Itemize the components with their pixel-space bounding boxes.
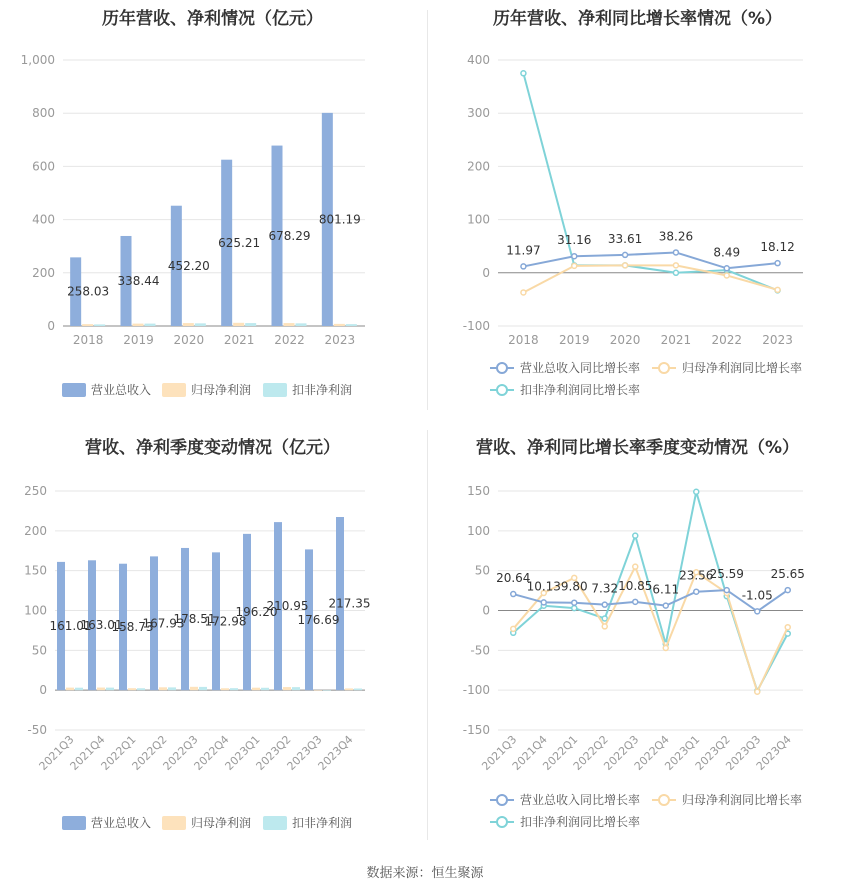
data-point xyxy=(633,564,638,569)
legend-label[interactable]: 营业总收入 xyxy=(91,383,152,397)
x-tick-label: 2021Q4 xyxy=(67,732,108,773)
legend-label[interactable]: 营业总收入同比增长率 xyxy=(520,361,641,375)
legend-swatch-marker[interactable] xyxy=(497,363,507,373)
y-tick-label: 150 xyxy=(24,563,47,578)
quarterly-growth-panel xyxy=(425,425,850,855)
y-tick-label: 50 xyxy=(31,643,47,658)
y-tick-label: 800 xyxy=(32,106,55,121)
bar-net-profit xyxy=(252,688,260,690)
x-tick-label: 2023Q3 xyxy=(284,732,325,773)
data-point xyxy=(521,264,526,269)
x-tick-label: 2020 xyxy=(609,333,641,347)
bar-deducted-profit xyxy=(137,688,145,690)
data-label: 625.21 xyxy=(218,235,261,250)
bar-net-profit xyxy=(334,324,345,326)
chart-title: 历年营收、净利情况（亿元） xyxy=(102,9,323,29)
annual-growth-chart xyxy=(425,0,850,420)
x-tick-label: 2018 xyxy=(72,333,104,347)
data-point xyxy=(724,588,729,593)
y-tick-label: -100 xyxy=(462,683,490,698)
data-label: 161.01 xyxy=(49,619,92,634)
data-label: 178.51 xyxy=(173,612,216,627)
legend-label[interactable]: 归母净利润 xyxy=(191,816,252,830)
y-tick-label: 200 xyxy=(32,265,55,280)
bar-deducted-profit xyxy=(261,688,269,690)
data-point xyxy=(572,263,577,268)
legend-label[interactable]: 扣非净利润 xyxy=(292,383,353,397)
legend-label[interactable]: 营业总收入 xyxy=(91,816,152,830)
bar-net-profit xyxy=(159,687,167,690)
x-tick-label: 2023Q3 xyxy=(723,732,764,773)
legend-swatch-marker[interactable] xyxy=(497,795,507,805)
data-label: 338.44 xyxy=(117,273,160,288)
data-point xyxy=(633,599,638,604)
x-tick-label: 2022Q3 xyxy=(601,732,642,773)
data-point xyxy=(673,263,678,268)
data-label: -1.05 xyxy=(741,588,773,603)
y-tick-label: 50 xyxy=(474,563,490,578)
data-point xyxy=(724,273,729,278)
legend-label[interactable]: 扣非净利润同比增长率 xyxy=(520,383,641,397)
data-label: 7.32 xyxy=(591,581,619,596)
legend-label[interactable]: 扣非净利润同比增长率 xyxy=(520,815,641,829)
legend-swatch-marker[interactable] xyxy=(659,795,669,805)
bar-deducted-profit xyxy=(354,688,362,690)
bar-net-profit xyxy=(314,690,322,691)
y-tick-label: 0 xyxy=(39,683,47,698)
x-tick-label: 2021Q3 xyxy=(36,732,77,773)
bar-deducted-profit xyxy=(346,324,357,326)
data-point xyxy=(663,603,668,608)
x-tick-label: 2021 xyxy=(660,333,692,347)
x-tick-label: 2023Q4 xyxy=(753,732,794,773)
data-point xyxy=(521,71,526,76)
data-point xyxy=(511,592,516,597)
y-tick-label: 0 xyxy=(482,265,490,280)
quarterly-amount-panel xyxy=(0,425,425,855)
bar-net-profit xyxy=(283,687,291,690)
legend-swatch[interactable] xyxy=(62,383,86,397)
y-tick-label: 0 xyxy=(482,603,490,618)
bar-net-profit xyxy=(128,688,136,690)
data-label: 258.03 xyxy=(67,284,110,299)
data-point xyxy=(694,589,699,594)
x-tick-label: 2022Q2 xyxy=(570,732,611,773)
bar-deducted-profit xyxy=(168,687,176,690)
data-point xyxy=(572,600,577,605)
x-tick-label: 2021 xyxy=(223,333,255,347)
y-tick-label: 200 xyxy=(467,159,490,174)
data-label: 163.01 xyxy=(80,618,123,633)
bar-deducted-profit xyxy=(245,323,256,326)
data-point xyxy=(572,606,577,611)
y-tick-label: -50 xyxy=(470,643,490,658)
data-label: 6.11 xyxy=(652,582,680,597)
data-point xyxy=(572,254,577,259)
bar-net-profit xyxy=(133,324,144,326)
y-tick-label: 100 xyxy=(24,603,47,618)
data-label: 9.80 xyxy=(560,579,588,594)
x-tick-label: 2019 xyxy=(123,333,154,347)
chart-title: 营收、净利同比增长率季度变动情况（%） xyxy=(475,438,800,458)
bar-deducted-profit xyxy=(195,323,206,326)
x-tick-label: 2023Q1 xyxy=(662,732,703,773)
quarterly-amount-chart xyxy=(0,425,425,855)
data-point xyxy=(663,645,668,650)
data-label: 210.95 xyxy=(266,599,309,614)
x-tick-label: 2022 xyxy=(274,333,305,347)
x-tick-label: 2022Q1 xyxy=(98,732,139,773)
bar-deducted-profit xyxy=(230,688,238,690)
data-point xyxy=(724,266,729,271)
legend-label[interactable]: 归母净利润同比增长率 xyxy=(682,793,803,807)
x-tick-label: 2022Q1 xyxy=(540,732,581,773)
x-tick-label: 2023Q2 xyxy=(253,732,294,773)
x-tick-label: 2023Q1 xyxy=(222,732,263,773)
data-point xyxy=(775,261,780,266)
data-label: 176.69 xyxy=(297,612,340,627)
data-label: 452.20 xyxy=(167,258,210,273)
data-point xyxy=(673,250,678,255)
data-label: 10.85 xyxy=(618,578,653,593)
data-label: 25.65 xyxy=(770,567,805,582)
bar-net-profit xyxy=(66,688,74,691)
bar-net-profit xyxy=(183,323,194,326)
data-point xyxy=(775,287,780,292)
bar-deducted-profit xyxy=(75,688,83,690)
data-label: 217.35 xyxy=(328,596,371,611)
bar-net-profit xyxy=(97,688,105,691)
data-label: 38.26 xyxy=(658,229,694,244)
data-label: 8.49 xyxy=(713,245,741,260)
quarterly-growth-chart xyxy=(425,425,850,855)
legend-swatch-marker[interactable] xyxy=(497,817,507,827)
bar-deducted-profit xyxy=(106,688,114,691)
data-point xyxy=(511,626,516,631)
x-tick-label: 2022Q4 xyxy=(631,732,672,773)
x-tick-label: 2023Q4 xyxy=(315,732,356,773)
data-label: 31.16 xyxy=(557,233,592,248)
y-tick-label: -100 xyxy=(462,319,490,333)
legend-swatch-marker[interactable] xyxy=(497,385,507,395)
y-tick-label: 100 xyxy=(467,212,490,227)
bar-deducted-profit xyxy=(145,324,156,326)
data-point xyxy=(602,602,607,607)
data-point xyxy=(602,624,607,629)
y-tick-label: 300 xyxy=(467,106,490,121)
y-tick-label: 200 xyxy=(24,523,47,538)
x-tick-label: 2021Q3 xyxy=(479,732,520,773)
data-point xyxy=(755,609,760,614)
data-source-note: 数据来源：恒生聚源 xyxy=(366,866,484,881)
x-tick-label: 2022 xyxy=(711,333,743,347)
x-tick-label: 2018 xyxy=(508,333,539,347)
y-tick-label: 400 xyxy=(467,53,490,67)
x-tick-label: 2019 xyxy=(558,333,590,347)
legend-swatch[interactable] xyxy=(263,383,287,397)
legend-swatch[interactable] xyxy=(162,816,186,830)
bar-deducted-profit xyxy=(94,324,105,326)
annual-amount-chart xyxy=(0,0,425,420)
bar-net-profit xyxy=(284,323,295,326)
legend-label[interactable]: 扣非净利润 xyxy=(292,816,353,830)
y-tick-label: 100 xyxy=(467,523,490,538)
y-tick-label: 1,000 xyxy=(20,53,55,67)
data-point xyxy=(673,270,678,275)
bar-net-profit xyxy=(82,324,93,326)
data-point xyxy=(785,588,790,593)
legend-label[interactable]: 归母净利润同比增长率 xyxy=(682,361,803,375)
data-label: 20.64 xyxy=(496,571,531,586)
x-tick-label: 2023Q2 xyxy=(692,732,733,773)
data-point xyxy=(633,533,638,538)
data-label: 678.29 xyxy=(268,228,311,243)
bar-deducted-profit xyxy=(323,690,331,691)
legend-swatch[interactable] xyxy=(162,383,186,397)
y-tick-label: 600 xyxy=(32,159,55,174)
y-tick-label: -150 xyxy=(462,723,490,737)
data-point xyxy=(785,625,790,630)
data-label: 167.93 xyxy=(142,616,185,631)
x-tick-label: 2021Q4 xyxy=(509,732,550,773)
x-tick-label: 2022Q3 xyxy=(160,732,201,773)
data-label: 172.98 xyxy=(204,614,247,629)
annual-amount-panel xyxy=(0,0,425,420)
annual-growth-panel xyxy=(425,0,850,420)
x-tick-label: 2020 xyxy=(173,333,205,347)
bar-net-profit xyxy=(221,688,229,690)
data-label: 33.61 xyxy=(607,231,643,246)
bar-net-profit xyxy=(190,687,198,690)
data-point xyxy=(694,489,699,494)
x-tick-label: 2023 xyxy=(324,333,356,347)
y-tick-label: -50 xyxy=(27,723,47,737)
data-label: 11.97 xyxy=(506,243,541,258)
legend-label[interactable]: 归母净利润 xyxy=(191,383,252,397)
data-point xyxy=(521,290,526,295)
data-point xyxy=(623,252,628,257)
y-tick-label: 0 xyxy=(47,319,55,333)
data-label: 25.59 xyxy=(709,567,744,582)
x-tick-label: 2023 xyxy=(762,333,793,347)
bar-deducted-profit xyxy=(199,687,207,690)
bar-net-profit xyxy=(345,688,353,690)
data-label: 801.19 xyxy=(318,212,361,227)
chart-title: 营收、净利季度变动情况（亿元） xyxy=(85,438,340,458)
bar-deducted-profit xyxy=(296,323,307,326)
x-tick-label: 2022Q4 xyxy=(191,732,232,773)
legend-label[interactable]: 营业总收入同比增长率 xyxy=(520,793,641,807)
legend-swatch-marker[interactable] xyxy=(659,363,669,373)
data-label: 18.12 xyxy=(760,240,795,255)
bar-net-profit xyxy=(233,323,244,326)
y-tick-label: 400 xyxy=(32,212,55,227)
data-point xyxy=(755,689,760,694)
bar-deducted-profit xyxy=(292,687,300,690)
data-label: 196.20 xyxy=(235,605,278,620)
data-label: 23.56 xyxy=(679,568,714,583)
data-point xyxy=(602,616,607,621)
y-tick-label: 250 xyxy=(24,484,47,498)
x-tick-label: 2022Q2 xyxy=(129,732,170,773)
legend-swatch[interactable] xyxy=(62,816,86,830)
y-tick-label: 150 xyxy=(467,484,490,498)
legend-swatch[interactable] xyxy=(263,816,287,830)
data-point xyxy=(541,600,546,605)
data-point xyxy=(623,263,628,268)
data-label: 158.73 xyxy=(111,619,154,634)
chart-title: 历年营收、净利同比增长率情况（%） xyxy=(492,9,783,29)
data-label: 10.13 xyxy=(526,579,561,594)
